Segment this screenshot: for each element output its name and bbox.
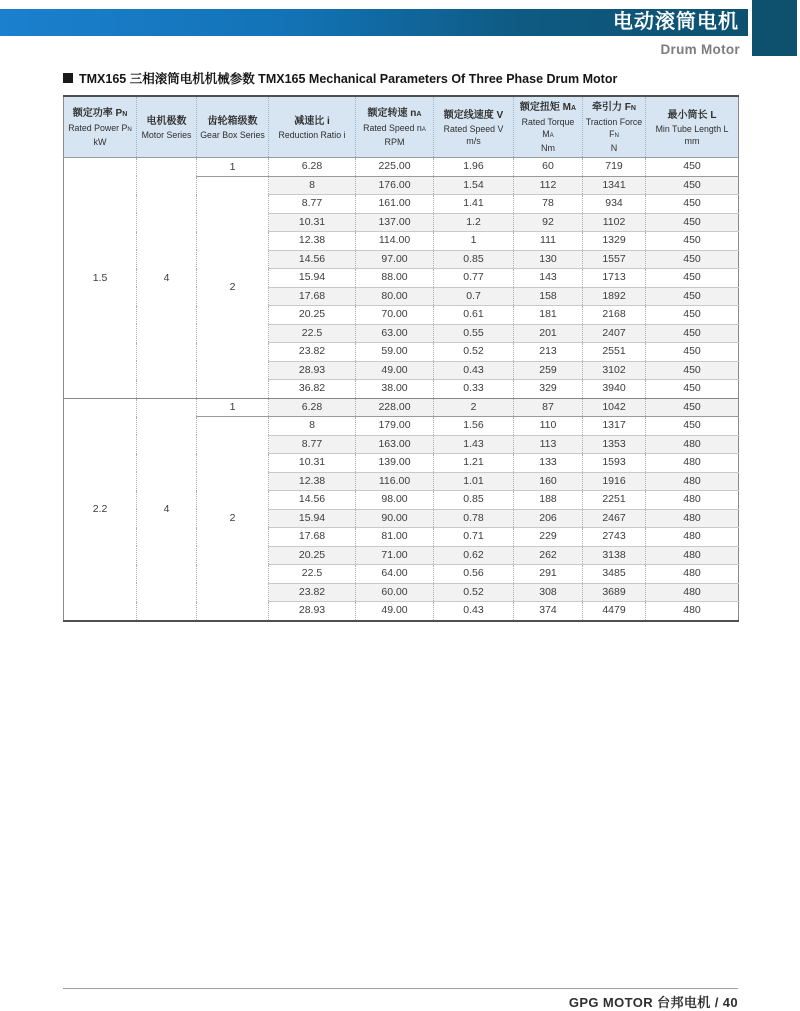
cell-value-col8: 2551 [583,343,646,362]
cell-value-col5: 90.00 [356,509,434,528]
column-header-8: 牵引力 FN Traction Force FN N [583,96,646,158]
header-bar [0,9,748,36]
cell-value-col5: 80.00 [356,287,434,306]
cell-value-col4: 8.77 [269,195,356,214]
cell-value-col5: 49.00 [356,361,434,380]
cell-value-col7: 181 [514,306,583,325]
cell-value-col6: 0.7 [434,287,514,306]
cell-value-col5: 70.00 [356,306,434,325]
cell-value-col6: 0.77 [434,269,514,288]
cell-value-col7: 259 [514,361,583,380]
cell-value-col7: 262 [514,546,583,565]
cell-value-col7: 110 [514,417,583,436]
cell-value-col7: 201 [514,324,583,343]
cell-value-col8: 2251 [583,491,646,510]
cell-value-col5: 179.00 [356,417,434,436]
cell-value-col9: 450 [646,324,739,343]
cell-value-col5: 38.00 [356,380,434,399]
cell-value-col4: 20.25 [269,546,356,565]
cell-value-col5: 228.00 [356,398,434,417]
cell-value-col6: 1.41 [434,195,514,214]
cell-value-col7: 308 [514,583,583,602]
cell-value-col4: 20.25 [269,306,356,325]
cell-value-col7: 160 [514,472,583,491]
cell-gearbox-series: 2 [197,417,269,621]
parameters-table-wrapper [63,95,738,622]
cell-value-col9: 480 [646,565,739,584]
cell-rated-power: 2.2 [64,398,137,621]
section-marker-icon [63,73,73,83]
cell-value-col6: 0.56 [434,565,514,584]
cell-value-col9: 450 [646,417,739,436]
cell-value-col7: 133 [514,454,583,473]
cell-value-col6: 0.43 [434,361,514,380]
cell-value-col4: 36.82 [269,380,356,399]
cell-value-col5: 97.00 [356,250,434,269]
cell-value-col6: 1.96 [434,158,514,177]
cell-value-col6: 0.52 [434,343,514,362]
cell-value-col6: 0.61 [434,306,514,325]
cell-value-col5: 176.00 [356,176,434,195]
cell-value-col7: 60 [514,158,583,177]
cell-value-col5: 163.00 [356,435,434,454]
cell-value-col5: 59.00 [356,343,434,362]
cell-value-col5: 114.00 [356,232,434,251]
cell-value-col4: 22.5 [269,565,356,584]
cell-value-col9: 480 [646,472,739,491]
cell-value-col7: 113 [514,435,583,454]
cell-value-col9: 450 [646,213,739,232]
cell-value-col6: 0.33 [434,380,514,399]
cell-value-col7: 188 [514,491,583,510]
table-row [64,158,739,177]
cell-value-col7: 92 [514,213,583,232]
cell-value-col6: 0.52 [434,583,514,602]
cell-value-col4: 12.38 [269,472,356,491]
cell-value-col9: 480 [646,435,739,454]
cell-rated-power: 1.5 [64,158,137,399]
cell-value-col8: 4479 [583,602,646,621]
cell-value-col8: 1593 [583,454,646,473]
cell-value-col4: 10.31 [269,454,356,473]
cell-value-col6: 1.56 [434,417,514,436]
cell-value-col4: 8.77 [269,435,356,454]
cell-value-col9: 450 [646,306,739,325]
cell-value-col5: 98.00 [356,491,434,510]
cell-value-col7: 291 [514,565,583,584]
column-header-9: 最小筒长 L Min Tube Length L mm [646,96,739,158]
cell-value-col9: 450 [646,380,739,399]
table-header-row [64,96,739,158]
cell-value-col4: 17.68 [269,528,356,547]
cell-value-col4: 28.93 [269,602,356,621]
cell-value-col7: 229 [514,528,583,547]
cell-value-col6: 0.43 [434,602,514,621]
cell-value-col9: 450 [646,343,739,362]
cell-value-col4: 6.28 [269,158,356,177]
cell-value-col4: 15.94 [269,269,356,288]
cell-value-col9: 450 [646,250,739,269]
cell-value-col9: 480 [646,528,739,547]
cell-value-col9: 450 [646,287,739,306]
section-title-text: TMX165 三相滚筒电机机械参数 TMX165 Mechanical Parameters Of Three Phase Drum Motor [79,72,618,86]
cell-value-col6: 1.21 [434,454,514,473]
column-header-2: 电机极数 Motor Series [137,96,197,158]
cell-value-col4: 14.56 [269,250,356,269]
cell-value-col6: 0.71 [434,528,514,547]
cell-value-col7: 130 [514,250,583,269]
cell-value-col4: 23.82 [269,583,356,602]
cell-value-col4: 6.28 [269,398,356,417]
cell-value-col9: 450 [646,361,739,380]
cell-value-col7: 112 [514,176,583,195]
cell-value-col5: 116.00 [356,472,434,491]
cell-value-col8: 719 [583,158,646,177]
cell-value-col8: 3689 [583,583,646,602]
cell-value-col4: 10.31 [269,213,356,232]
cell-value-col9: 480 [646,602,739,621]
cell-value-col6: 0.62 [434,546,514,565]
cell-value-col5: 64.00 [356,565,434,584]
footer-divider [63,988,738,989]
header-accent-block [752,0,797,56]
cell-value-col4: 8 [269,176,356,195]
cell-value-col4: 22.5 [269,324,356,343]
cell-value-col7: 329 [514,380,583,399]
cell-value-col5: 81.00 [356,528,434,547]
cell-value-col7: 374 [514,602,583,621]
column-header-7: 额定扭矩 MA Rated Torque MA Nm [514,96,583,158]
cell-value-col9: 450 [646,195,739,214]
cell-value-col8: 2407 [583,324,646,343]
cell-value-col9: 480 [646,509,739,528]
cell-value-col4: 28.93 [269,361,356,380]
cell-gearbox-series: 1 [197,158,269,177]
cell-value-col9: 450 [646,158,739,177]
cell-value-col8: 934 [583,195,646,214]
cell-value-col5: 49.00 [356,602,434,621]
cell-value-col7: 158 [514,287,583,306]
cell-value-col8: 1102 [583,213,646,232]
cell-value-col8: 1341 [583,176,646,195]
cell-value-col5: 161.00 [356,195,434,214]
cell-value-col4: 23.82 [269,343,356,362]
cell-value-col6: 2 [434,398,514,417]
cell-value-col6: 1 [434,232,514,251]
cell-value-col7: 213 [514,343,583,362]
column-header-3: 齿轮箱级数 Gear Box Series [197,96,269,158]
column-header-4: 减速比 i Reduction Ratio i [269,96,356,158]
cell-value-col4: 14.56 [269,491,356,510]
cell-value-col9: 480 [646,454,739,473]
cell-value-col5: 225.00 [356,158,434,177]
column-header-5: 额定转速 nA Rated Speed nA RPM [356,96,434,158]
cell-value-col8: 3940 [583,380,646,399]
cell-value-col7: 143 [514,269,583,288]
cell-gearbox-series: 2 [197,176,269,398]
cell-value-col4: 17.68 [269,287,356,306]
cell-value-col9: 480 [646,546,739,565]
cell-gearbox-series: 1 [197,398,269,417]
parameters-table [63,95,739,622]
cell-value-col8: 1916 [583,472,646,491]
cell-value-col8: 1329 [583,232,646,251]
cell-value-col8: 3102 [583,361,646,380]
cell-value-col7: 78 [514,195,583,214]
cell-value-col8: 3485 [583,565,646,584]
cell-value-col6: 1.54 [434,176,514,195]
cell-value-col8: 3138 [583,546,646,565]
cell-value-col4: 12.38 [269,232,356,251]
column-header-1: 额定功率 PN Rated Power PN kW [64,96,137,158]
cell-value-col8: 1892 [583,287,646,306]
page-header-title: 电动滚筒电机 [613,11,739,33]
cell-value-col6: 0.85 [434,250,514,269]
cell-value-col6: 0.78 [434,509,514,528]
cell-value-col8: 1353 [583,435,646,454]
cell-value-col6: 1.43 [434,435,514,454]
cell-value-col5: 63.00 [356,324,434,343]
cell-value-col7: 87 [514,398,583,417]
cell-value-col8: 2743 [583,528,646,547]
cell-motor-series: 4 [137,398,197,621]
cell-value-col6: 0.85 [434,491,514,510]
cell-value-col9: 450 [646,176,739,195]
cell-value-col8: 1713 [583,269,646,288]
cell-value-col7: 206 [514,509,583,528]
cell-value-col5: 71.00 [356,546,434,565]
cell-value-col5: 60.00 [356,583,434,602]
cell-value-col6: 0.55 [434,324,514,343]
cell-value-col8: 1557 [583,250,646,269]
table-row [64,398,739,417]
cell-value-col9: 450 [646,232,739,251]
section-title [63,69,753,87]
cell-value-col9: 450 [646,398,739,417]
cell-value-col9: 480 [646,491,739,510]
cell-value-col6: 1.2 [434,213,514,232]
cell-value-col8: 1317 [583,417,646,436]
table-body [64,158,739,621]
page-header-subtitle: Drum Motor [660,42,740,57]
cell-value-col4: 15.94 [269,509,356,528]
footer-page-label: GPG MOTOR 台邦电机 / 40 [568,995,738,1010]
cell-value-col5: 88.00 [356,269,434,288]
cell-value-col5: 137.00 [356,213,434,232]
column-header-6: 额定线速度 V Rated Speed V m/s [434,96,514,158]
cell-value-col8: 2467 [583,509,646,528]
cell-motor-series: 4 [137,158,197,399]
cell-value-col8: 2168 [583,306,646,325]
cell-value-col9: 450 [646,269,739,288]
cell-value-col8: 1042 [583,398,646,417]
cell-value-col9: 480 [646,583,739,602]
cell-value-col5: 139.00 [356,454,434,473]
cell-value-col6: 1.01 [434,472,514,491]
cell-value-col4: 8 [269,417,356,436]
cell-value-col7: 111 [514,232,583,251]
